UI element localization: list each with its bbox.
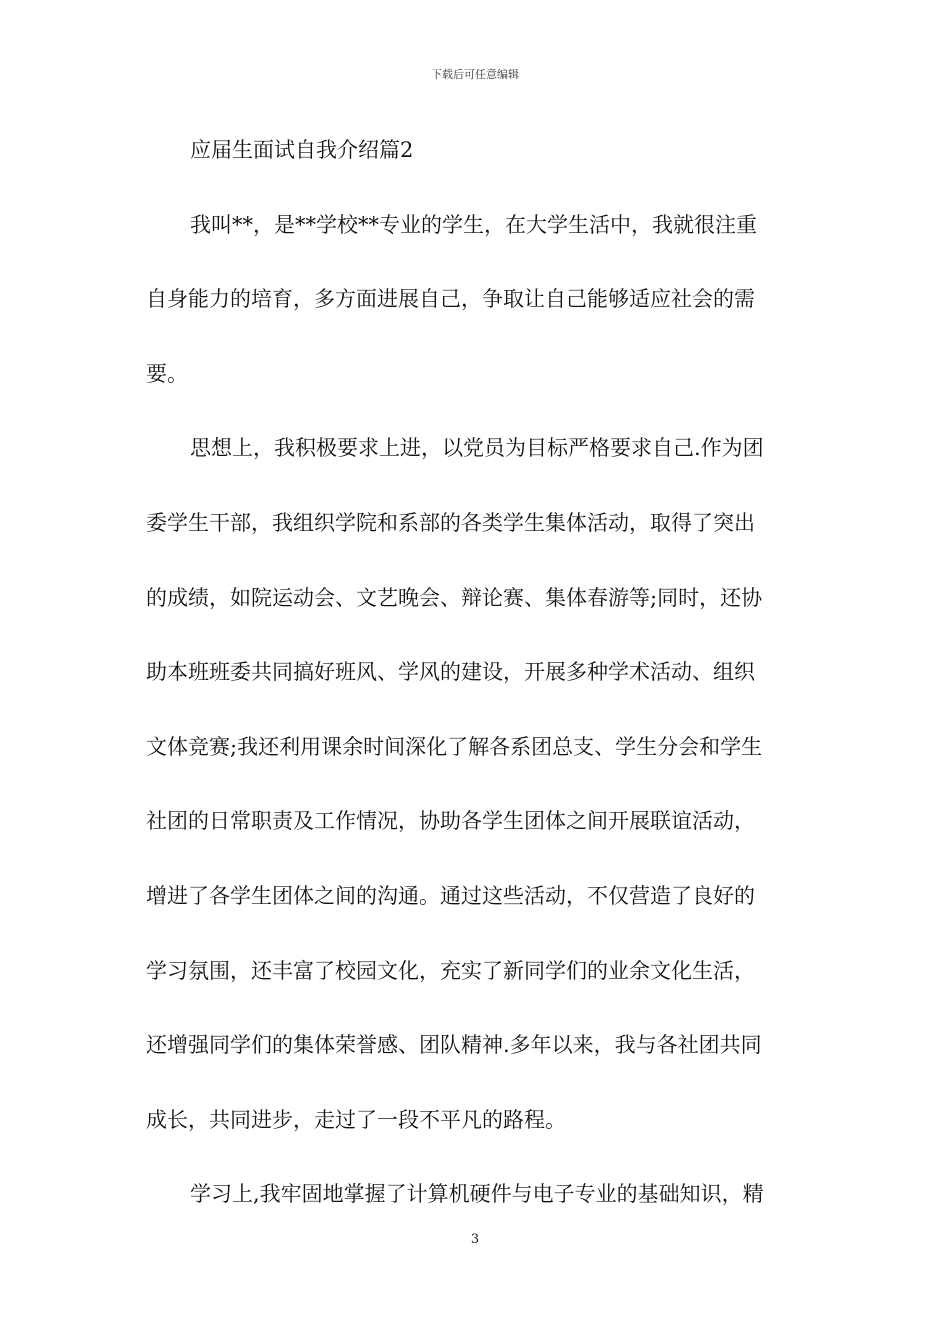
paragraph-line: 思想上，我积极要求上进，以党员为目标严格要求自己.作为团 [190,436,764,461]
paragraph-line: 自身能力的培育，多方面进展自己，争取让自己能够适应社会的需 [146,287,755,312]
paragraph-line: 成长，共同进步，走过了一段不平凡的路程。 [146,1107,566,1132]
page-number: 3 [470,1232,480,1247]
document-body [146,128,812,1247]
section-title: 应届生面试自我介绍篇2 [190,138,414,162]
paragraph-line: 增进了各学生团体之间的沟通。通过这些活动，不仅营造了良好的 [146,883,755,908]
paragraph-line: 的成绩，如院运动会、文艺晚会、辩论赛、集体春游等;同时，还协 [146,585,763,610]
paragraph-line: 要。 [146,361,188,386]
paragraph-line: 学习氛围，还丰富了校园文化，充实了新同学们的业余文化生活， [146,958,755,983]
paragraph-line: 社团的日常职责及工作情况，协助各学生团体之间开展联谊活动， [146,809,755,834]
paragraph-line: 委学生干部，我组织学院和系部的各类学生集体活动，取得了突出 [146,510,755,535]
paragraph-line: 助本班班委共同搞好班风、学风的建设，开展多种学术活动、组织 [146,660,755,685]
paragraph-line: 我叫**，是**学校**专业的学生，在大学生活中，我就很注重 [190,212,757,237]
paragraph-line: 学习上,我牢固地掌握了计算机硬件与电子专业的基础知识，精 [190,1182,764,1207]
page-header: 下载后可任意编辑 [431,68,519,81]
paragraph-line: 还增强同学们的集体荣誉感、团队精神.多年以来，我与各社团共同 [146,1033,762,1058]
paragraph-line: 文体竞赛;我还利用课余时间深化了解各系团总支、学生分会和学生 [146,734,763,759]
